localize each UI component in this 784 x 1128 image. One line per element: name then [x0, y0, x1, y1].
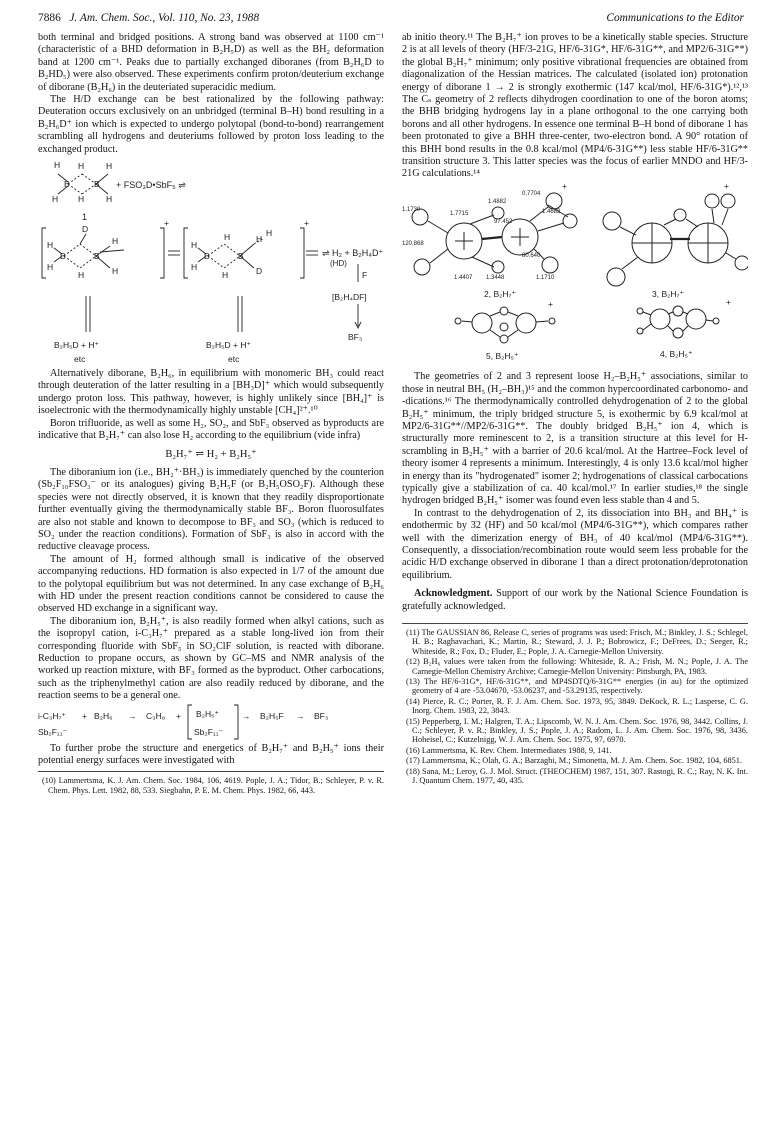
svg-text:+: + — [164, 218, 169, 229]
scheme2-bracket-bottom: Sb₂F₁₁⁻ — [194, 726, 224, 737]
bond-length-label: 1.4882 — [488, 198, 507, 205]
svg-text:B: B — [64, 179, 70, 190]
acknowledgment-title: Acknowledgment. — [414, 588, 493, 600]
structure-5-plus: + — [548, 298, 553, 309]
footnote: (18) Sana, M.; Leroy, G. J. Mol. Struct. (THEOCHEM) 1987, 151, 307. Rastogi, R. C.; Ray, N. K. Int. J. Quantum Chem. 1977, 40, 435. — [406, 766, 748, 786]
footnote: (15) Pepperberg, I. M.; Halgren, T. A.; Lipscomb, W. N. J. Am. Chem. Soc. 1976, 98, 3442. Collins, J. C.; Schleyer, P. v. R.; Binkley, J. S.; Pople, J. A.; Radom, L. J. Am. Chem. Soc. 1976, 98, 3436. Hoheisel, C.; Kutzelnigg, W. J. Am. Chem. Soc. 1975, 97, 6970. — [406, 716, 748, 745]
page-number: 7886 — [38, 12, 61, 24]
reaction-scheme-2 — [38, 703, 384, 743]
scheme1-right-product: ⇌ H₂ + B₂H₄D⁺ — [322, 248, 384, 259]
svg-text:H: H — [54, 160, 61, 171]
bond-length-label: 97.452 — [494, 218, 513, 225]
paragraph: Boron trifluoride, as well as some H₂, SO₂, and SbF₃ observed as byproducts are indicative that B₂H₇⁺ can also lose H₂ according to the equilibrium (vide infra) — [38, 417, 384, 442]
svg-text:H: H — [106, 161, 113, 172]
footnote: (11) The GAUSSIAN 86, Release C, series of programs was used: Frisch, M.; Binkley, J. S.; Schlegel, H. B.; Raghavachari, K.; Martin, R.; Steward, J. J. P.; Bobrowicz, F.; DeFrees, D.; Seeger, R.; Whiteside, R.; Fox, D.; Fluder, E.; Pople, J. A. Carnegie-Mellon University. — [406, 628, 748, 656]
bond-length-label: 0.7704 — [522, 190, 541, 197]
paragraph: The geometries of 2 and 3 represent loose H₂–B₂H₅⁺ associations, similar to those in neutral BH₅ (H₂–BH₃)¹⁵ and the common hypercoordinated carbonomo- and -dications.¹⁶ The thermodynamically controlled dehydrogenation of 2 to the global B₂H₅⁺ minimum, the triply bridged structure 5, is exothermic by 6.9 kcal/mol at MP2/6-31G**//MP2/6-31G**. The doubly bridged B₂H₅⁺ ion 4, which is structurally more reminescent to 2, is a transition structure at this level for H-scrambling in B₂H₅⁺ with a barrier of 20.6 kcal/mol. At the Hartree–Fock level of theory isomer 4 represents a minimum. Interestingly, 4 is only 13.6 kcal/mol higher in energy than its "hydrogenated" isomer 2; hydrogenations of classical carbocations typically give a stabilization of ca. 40 kcal/mol.¹⁷ In earlier studies,¹⁸ the single hydrogen bridged B₂H₅⁺ isomer was found even less stable than 4 and 5. — [402, 371, 749, 507]
scheme2-b2h6: B₂H₆ — [94, 710, 113, 721]
svg-text:B: B — [94, 251, 100, 262]
bond-length-label: 1.3448 — [486, 274, 505, 281]
paragraph: The H/D exchange can be best rationalized by the following pathway: Deuteration occurs exclusively on an unbridged (terminal B–H) bond resulting in a B₂H₆D⁺ ion which is expected to undergo polytopal (bond-to-bond) rearrangement scrambling all hydrogens and deuteriums followed by proton loss leading to the exchanged product. — [38, 94, 384, 155]
scheme1-etc-mid: etc — [228, 354, 240, 365]
scheme1-bf3: BF₃ — [348, 332, 363, 343]
bond-length-label: 120.868 — [402, 240, 424, 247]
scheme1-f: F — [362, 270, 368, 281]
scheme2-product: B₂H₅F — [260, 710, 284, 721]
svg-text:B: B — [94, 179, 100, 190]
svg-text:H: H — [52, 194, 59, 205]
svg-text:B: B — [60, 251, 66, 262]
bond-length-label: 1.1730 — [402, 206, 421, 213]
svg-text:H: H — [266, 228, 273, 239]
svg-text:B: B — [238, 251, 244, 262]
scheme1-bottom-mid: B₂H₅D + H⁺ — [206, 340, 251, 351]
structure-4-label: 4, B₂H₅⁺ — [660, 348, 693, 359]
footnote: (13) The HF/6-31G*, HF/6-31G**, and MP4SDTQ/6-31G** energies (in au) for the optimized geometry of 4 are -53.04670, -53.06237, and -53.29135, respectively. — [406, 677, 748, 696]
svg-text:H: H — [78, 194, 85, 205]
footnote: (14) Pierce, R. C.; Porter, R. F. J. Am. Chem. Soc. 1973, 95, 3849. DeKock, R. L.; Lasperse, C. G. Inorg. Chem. 1983, 22, 3843. — [406, 696, 748, 716]
paragraph: The diboranium ion, B₂H₅⁺, is also readily formed when alkyl cations, such as the isopropyl cation, i-C₃H₇⁺ prepared as a stable long-lived ion from their corresponding fluoride with SbF₅ in SO₂ClF solution, is reacted with diborane. Reduction to propane occurs, as shown by GC–MS and NMR analysis of the worked up reaction mixture, with BF₃ formed as the byproduct. Other carbocations, such as the triphenylmethyl cation are also readily reduced by diborane, and the reaction seems to be a general one. — [38, 615, 384, 702]
footnote: (10) Lammertsma, K. J. Am. Chem. Soc. 1984, 106, 4619. Pople, J. A.; Tidor, B.; Schleyer, P. v. R. Chem. Phys. Lett. 1982, 88, 533. Siegbahn, P. E. M. Chem. Phys. 1982, 66, 443. — [42, 776, 384, 795]
svg-text:H: H — [222, 270, 229, 281]
footnote-list — [402, 628, 748, 786]
running-header-left — [38, 12, 259, 24]
paragraph: In contrast to the dehydrogenation of 2, its dissociation into BH₃ and BH₄⁺ is endothermic by 32 (HF) and 50 kcal/mol (MP4/6-31G**), which compares rather well with the dimerization energy of BH₃ of 40 kcal/mol (MP4/6-31G**). Consequently, a dissociation/recombination route would seem less probable for the acidic H/D exchange observed in diborane 1 than a direct protonation/deprotonation equilibrium. — [402, 507, 748, 581]
paragraph: The amount of H₂ formed although small is indicative of the observed accompanying reductions. HD formation is also expected in 1/7 of the amount due to the polytopal equilibrium but was not determined. In any case exchange of B₂H₆ with HD under the present reaction conditions cannot be considered to cause the observed HD exchange in a significant way. — [38, 553, 384, 615]
svg-text:H: H — [191, 262, 198, 273]
svg-text:+: + — [304, 218, 309, 229]
structure-4-plus: + — [726, 296, 731, 307]
structure-2-plus: + — [562, 180, 567, 191]
svg-text:H: H — [78, 270, 85, 281]
bond-length-label: 1.7715 — [450, 210, 469, 217]
footnote-rule — [402, 623, 748, 624]
svg-text:H: H — [47, 262, 54, 273]
structure-3-label: 3, B₂H₇⁺ — [652, 288, 684, 299]
scheme2-propane: C₃H₈ — [146, 710, 166, 721]
compound-1-label: 1 — [82, 212, 88, 223]
scheme1-hd: (HD) — [330, 259, 347, 269]
acknowledgment — [402, 588, 748, 613]
svg-text:H: H — [224, 232, 231, 243]
left-column — [38, 32, 384, 796]
footnote: (12) B₂H₆ values were taken from the following: Whiteside, R. A.; Frish, M. N.; Pople, J. A. The Carnegie-Mellon Chemistry Archive; Carnegie-Mellon University: Pittsburgh, PA, 1983. — [406, 657, 748, 676]
paragraph: ab initio theory.¹¹ The B₂H₇⁺ ion proves to be a kinetically stable species. Structure 2 is at all levels of theory (HF/3-21G, HF/6-31G*, HF/6-31G**, and MP2/6-31G**) the global B₂H₇⁺ minimum; only positive vibrational frequencies are obtained from diagonalization of the Hessian matrices. The calculated (isolated ion) protonation energy of diborane 1 → 2 is strongly exothermic (147 kcal/mol, HF/6-31G*).¹²,¹³ The Cₛ geometry of 2 reflects dihydrogen coordination to one of the boron atoms; the BHB bridging hydrogens lay in a plane orthogonal to the one carrying both borons and all other hydrogens. In essence one terminal B–H bond of diborane 1 has been protonated to give a BHH three-center, two-electron bond. A 90° rotation of this BHH bond results in the 0.8 kcal/mol (MP4/6-31G**) less stable HF/6-31G** transition structure 3. This latter species was the focus of earlier MNDO and HF/3-21G calculations.¹⁴ — [402, 32, 748, 180]
structures-figure — [402, 181, 748, 371]
svg-text:B: B — [204, 251, 210, 262]
paragraph: The diboranium ion (i.e., BH₂⁺·BH₃) is immediately quenched by the counterion (Sb₂F₁₀FSO₃⁻ or its analogues) giving B₂H₅F (or B₂H₅OSO₂F). Although these species were not directly observed, it is known that they readily disproportionate further eventually giving the thermodynamically stable BF₃. Boron fluorosulfates are also not stable and known to decompose to BF₃ and SO₃ (which is reduced to SO₂ under the reaction conditions). Formation of SbF₃ is also in accord with the reductive cleavage process. — [38, 466, 384, 553]
bond-length-label: 1.4407 — [454, 274, 473, 281]
svg-text:H: H — [112, 266, 119, 277]
svg-text:D: D — [82, 224, 89, 235]
scheme1-etc-left: etc — [74, 354, 86, 365]
scheme1-bracket-product: [B₂H₄DF] — [332, 292, 367, 303]
scheme2-arrow2: → — [242, 710, 251, 721]
scheme2-plus1: + — [82, 710, 87, 721]
scheme2-plus2: + — [176, 710, 181, 721]
paragraph: To further probe the structure and energetics of B₂H₇⁺ and B₂H₅⁺ ions their potential energy surfaces were investigated with — [38, 742, 384, 767]
section-title: Communications to the Editor — [606, 12, 744, 24]
structure-5-label: 5, B₂H₅⁺ — [486, 350, 519, 361]
structure-2-label: 2, B₂H₇⁺ — [484, 288, 516, 299]
paragraph: Alternatively diborane, B₂H₆, in equilibrium with monomeric BH₃ could react through deuteration of the latter resulting in a [BH₃D]⁺ which would subsequently undergo proton loss. This pathway, however, is highly unlikely since [BH₄]⁺ is isoelectronic with the thermodynamically highly unstable [CH₄]²⁺.¹⁰ — [38, 368, 384, 417]
svg-text:H: H — [256, 234, 263, 245]
equilibrium-equation: B₂H₇⁺ ⇌ H₂ + B₂H₅⁺ — [165, 448, 257, 460]
scheme2-counterion: Sb₂F₁₁⁻ — [38, 726, 68, 737]
paragraph: both terminal and bridged positions. A strong band was observed at 1100 cm⁻¹ (characteristic of a BHD deformation in B₂H₅D) as well as the BH₂ deformation band at 1200 cm⁻¹. Peaks due to partially exchanged diboranes (from B₂H₆D to B₂HD₅) were also observed. These experiments confirm proton/deuterium exchange of diborane (B₂H₆) in the deuteriated superacidic medium. — [38, 32, 384, 93]
reagent-label: + FSO₃D•SbF₅ ⇌ — [116, 180, 186, 191]
svg-text:H: H — [106, 194, 113, 205]
svg-text:H: H — [78, 161, 85, 172]
reaction-scheme-1 — [38, 156, 384, 368]
journal-citation: J. Am. Chem. Soc., Vol. 110, No. 23, 1988 — [69, 12, 260, 24]
svg-text:H: H — [191, 240, 198, 251]
scheme2-bracket-top: B₂H₅⁺ — [196, 708, 220, 719]
structure-3-plus: + — [724, 180, 729, 191]
right-column — [402, 32, 748, 787]
scheme2-arrow3: → — [296, 710, 305, 721]
svg-text:D: D — [256, 266, 263, 277]
scheme2-bf3: BF₃ — [314, 710, 329, 721]
bond-length-label: 1.1710 — [536, 274, 555, 281]
footnote: (16) Lammertsma, K. Rev. Chem. Intermediates 1988, 9, 141. — [406, 745, 612, 755]
footnote: (17) Lammertsma, K.; Olah, G. A.; Barzaghi, M.; Simonetta, M. J. Am. Chem. Soc. 1982, 104, 6851. — [406, 756, 742, 766]
scheme2-cation: i-C₃H₇⁺ — [38, 710, 66, 721]
scheme1-bottom-left: B₂H₅D + H⁺ — [54, 340, 99, 351]
svg-text:H: H — [112, 236, 119, 247]
scheme2-arrow1: → — [128, 710, 137, 721]
footnote-rule — [38, 771, 384, 772]
svg-text:H: H — [47, 240, 54, 251]
bond-length-label: 1.4683 — [542, 208, 561, 215]
bond-length-label: 80.640 — [522, 252, 541, 259]
acknowledgment-text: Support of our work by the National Science Foundation is gratefully acknowledged. — [402, 588, 748, 612]
